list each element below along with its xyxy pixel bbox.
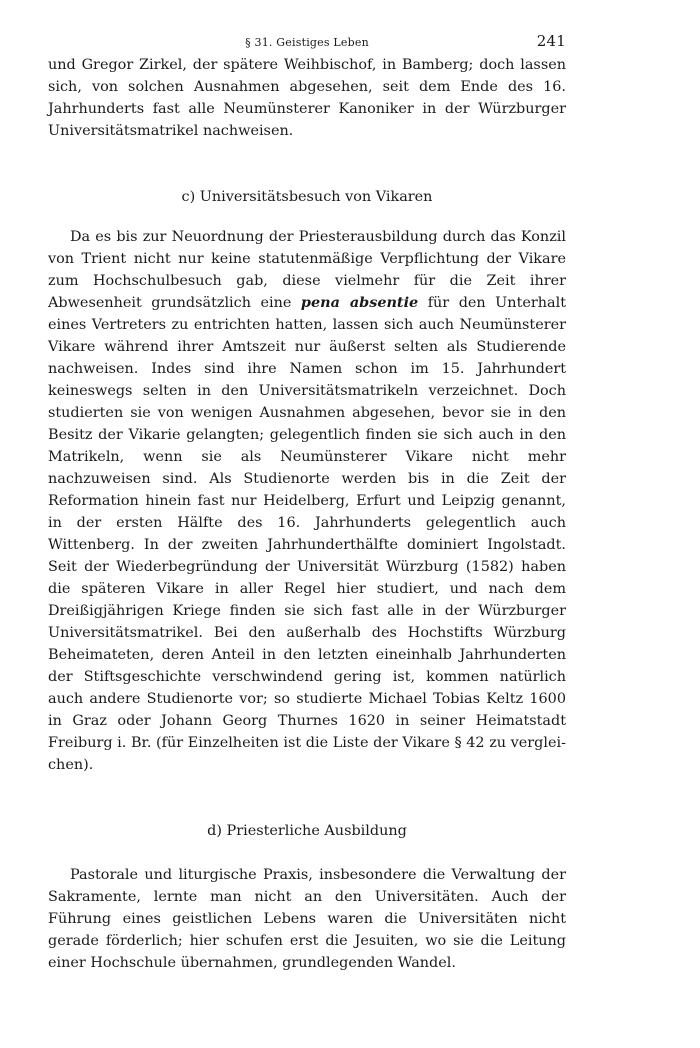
section-d-paragraph: Pastorale und liturgische Praxis, insbesondere die Verwaltung der Sakramente, lernte man nicht an den Universitäten. Auch der Führung eines geistlichen Lebens waren die Universitäten nicht gerade förderlich; hier schufen erst die Jesuiten, wo sie die Leitung einer Hochschule übernahmen, grundlegenden Wandel.: [48, 867, 566, 971]
section-c-paragraph: [48, 226, 566, 776]
running-head: [48, 30, 566, 52]
book-page: [48, 30, 566, 974]
running-head-title: § 31. Geistiges Leben: [245, 36, 369, 49]
intro-paragraph: und Gregor Zirkel, der spätere Weihbischof, in Bamberg; doch lassen sich, von solchen Ausnahmen abgesehen, seit dem Ende des 16. Jahrhunderts fast alle Neumünsterer Kanoniker in der Würzburger Universitätsmatrikel nachweisen.: [48, 57, 566, 139]
page-number: 241: [536, 32, 566, 50]
section-d-heading: d) Priesterliche Ausbildung: [207, 823, 407, 839]
section-c-heading: c) Universitätsbesuch von Vikaren: [181, 189, 433, 205]
section-c-text-part1: Da es bis zur Neuordnung der Priesterausbildung durch das Konzil von Trient nicht nur keine statutenmäßige Verpflichtung der Vikare zum Hochschulbesuch gab, diese vielmehr für die Zeit ihrer Abwesenheit grundsätzlich eine: [48, 229, 566, 311]
section-c-text-part2: für den Unterhalt eines Vertreters zu entrichten hatten, lassen sich auch Neumünsterer Vikare während ihrer Amtszeit nur äußerst selten als Studierende nachweisen. Indes sind ihre Namen schon im 15. Jahrhundert keineswegs selten in den Universitätsmatrikeln verzeichnet. Doch studierten sie von wenigen Ausnahmen abgesehen, bevor sie in den Besitz der Vikarie gelangten; gelegentlich finden sie sich auch in den Matrikeln, wenn sie als Neumünsterer Vikare nicht mehr nachzuweisen sind. Als Studienorte werden bis in die Zeit der Reformation hinein fast nur Heidelberg, Erfurt und Leipzig genannt, in der ersten Hälfte des 16. Jahrhunderts gelegentlich auch Wittenberg. In der zweiten Jahrhunderthälfte dominiert Ingolstadt. Seit der Wiederbegründung der Universität Würzburg (1582) haben die späteren Vikare in aller Regel hier studiert, und nach dem Dreißigjährigen Kriege finden sie sich fast alle in der Würzburger Universitätsmatrikel. Bei den außerhalb des Hochstifts Würzburg Beheimateten, deren Anteil in den letzten eineinhalb Jahrhunderten der Stiftsgeschichte verschwindend gering ist, kommen natürlich auch andere Studienorte vor; so studierte Michael Tobias Keltz 1600 in Graz oder Johann Georg Thurnes 1620 in seiner Heimatstadt Freiburg i. Br. (für Einzelheiten ist die Liste der Vikare § 42 zu vergleichen).: [48, 295, 566, 773]
latin-term-emphasis: pena absentie: [300, 294, 419, 311]
